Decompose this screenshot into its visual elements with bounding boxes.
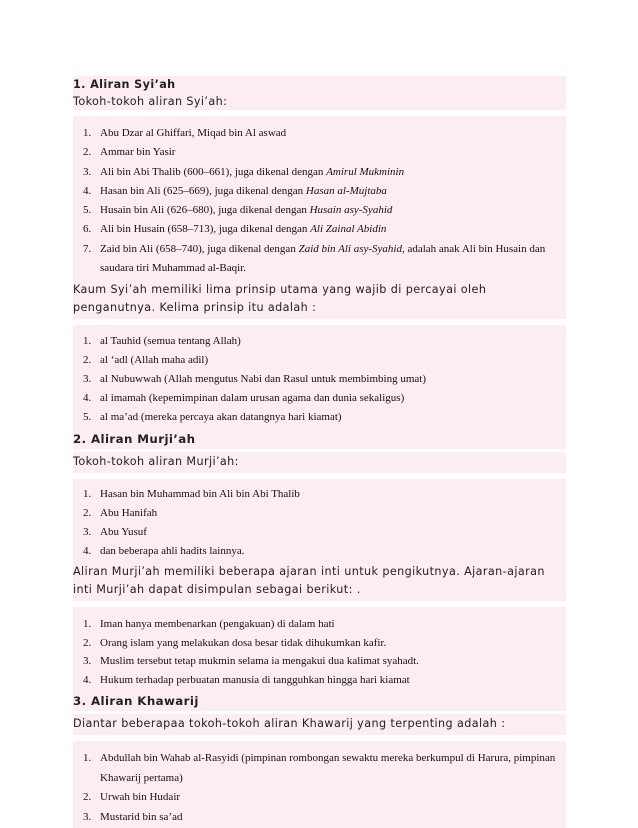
list-item: 4. dan beberapa ahli hadits lainnya. [83,545,245,558]
list-item: 1. Abu Dzar al Ghiffari, Miqad bin Al aswad [83,127,287,139]
list-item: 2. Orang islam yang melakukan dosa besar tidak dihukumkan kafir. [83,636,387,649]
list-item: 4. Hasan bin Ali (625–669), juga dikenal dengan Hasan al-Mujtaba [83,184,387,197]
list-item: 2. al ‘adl (Allah maha adil) [83,354,209,367]
list-item: 3. Ali bin Abi Thalib (600–661), juga dikenal dengan Amirul Mukminin [83,165,405,178]
list-item: 2. Ammar bin Yasir [83,146,176,159]
murjiah-figures-list [73,479,566,562]
syiah-figures-list [73,116,566,280]
khawarij-intro: Diantar beberapaa tokoh-tokoh aliran Khawarij yang terpenting adalah : [73,714,566,735]
list-item: 1. Abdullah bin Wahab al-Rasyidi (pimpinan rombongan sewaktu mereka berkumpul di Harura, pimpinan Khawarij pertama) [83,752,556,784]
syiah-figures-subheading: Tokoh-tokoh aliran Syi’ah: [73,93,566,110]
list-item: 3. Muslim tersebut tetap mukmin selama ia mengakui dua kalimat syahadt. [83,655,419,668]
list-item: 3. al Nubuwwah (Allah mengutus Nabi dan Rasul untuk membimbing umat) [83,373,426,386]
list-item: 2. Abu Hanifah [83,507,158,520]
list-item: 1. al Tauhid (semua tentang Allah) [83,335,241,348]
list-item: 2. Urwah bin Hudair [83,791,181,804]
list-item: 6. Ali bin Husain (658–713), juga dikenal dengan Ali Zainal Abidin [83,223,387,236]
document-page [73,76,566,828]
murjiah-teachings-list [73,607,566,691]
syiah-principles-intro: Kaum Syi’ah memiliki lima prinsip utama yang wajib di percayai oleh penganutnya. Kelima prinsip itu adalah : [73,280,566,319]
list-item: 7. Zaid bin Ali (658–740), juga dikenal dengan Zaid bin Ali asy-Syahid, adalah anak Ali bin Husain dan saudara tiri Muhammad al-Baqir. [83,242,546,275]
list-item: 1. Iman hanya membenarkan (pengakuan) di dalam hati [83,618,335,631]
syiah-principles-list [73,325,566,429]
list-item: 1. Hasan bin Muhammad bin Ali bin Abi Thalib [83,488,300,501]
list-item: 5. al ma’ad (mereka percaya akan datangnya hari kiamat) [83,411,342,424]
section-heading-murjiah: 2. Aliran Murji’ah [73,429,566,449]
section-heading-khawarij: 3. Aliran Khawarij [73,691,566,711]
list-item: 3. Abu Yusuf [83,526,147,539]
khawarij-figures-list [73,741,566,828]
murjiah-teachings-intro: Aliran Murji’ah memiliki beberapa ajaran inti untuk pengikutnya. Ajaran-ajaran inti Murji’ah dapat disimpulan sebagai berikut: . [73,562,566,601]
list-item: 4. Hukum terhadap perbuatan manusia di tangguhkan hingga hari kiamat [83,673,410,686]
murjiah-figures-subheading: Tokoh-tokoh aliran Murji’ah: [73,452,566,473]
section-heading-syiah: 1. Aliran Syi’ah [73,76,566,93]
list-item: 5. Husain bin Ali (626–680), juga dikenal dengan Husain asy-Syahid [83,204,393,217]
list-item: 3. Mustarid bin sa’ad [83,810,183,823]
list-item: 4. al imamah (kepemimpinan dalam urusan agama dan dunia sekaligus) [83,392,405,405]
